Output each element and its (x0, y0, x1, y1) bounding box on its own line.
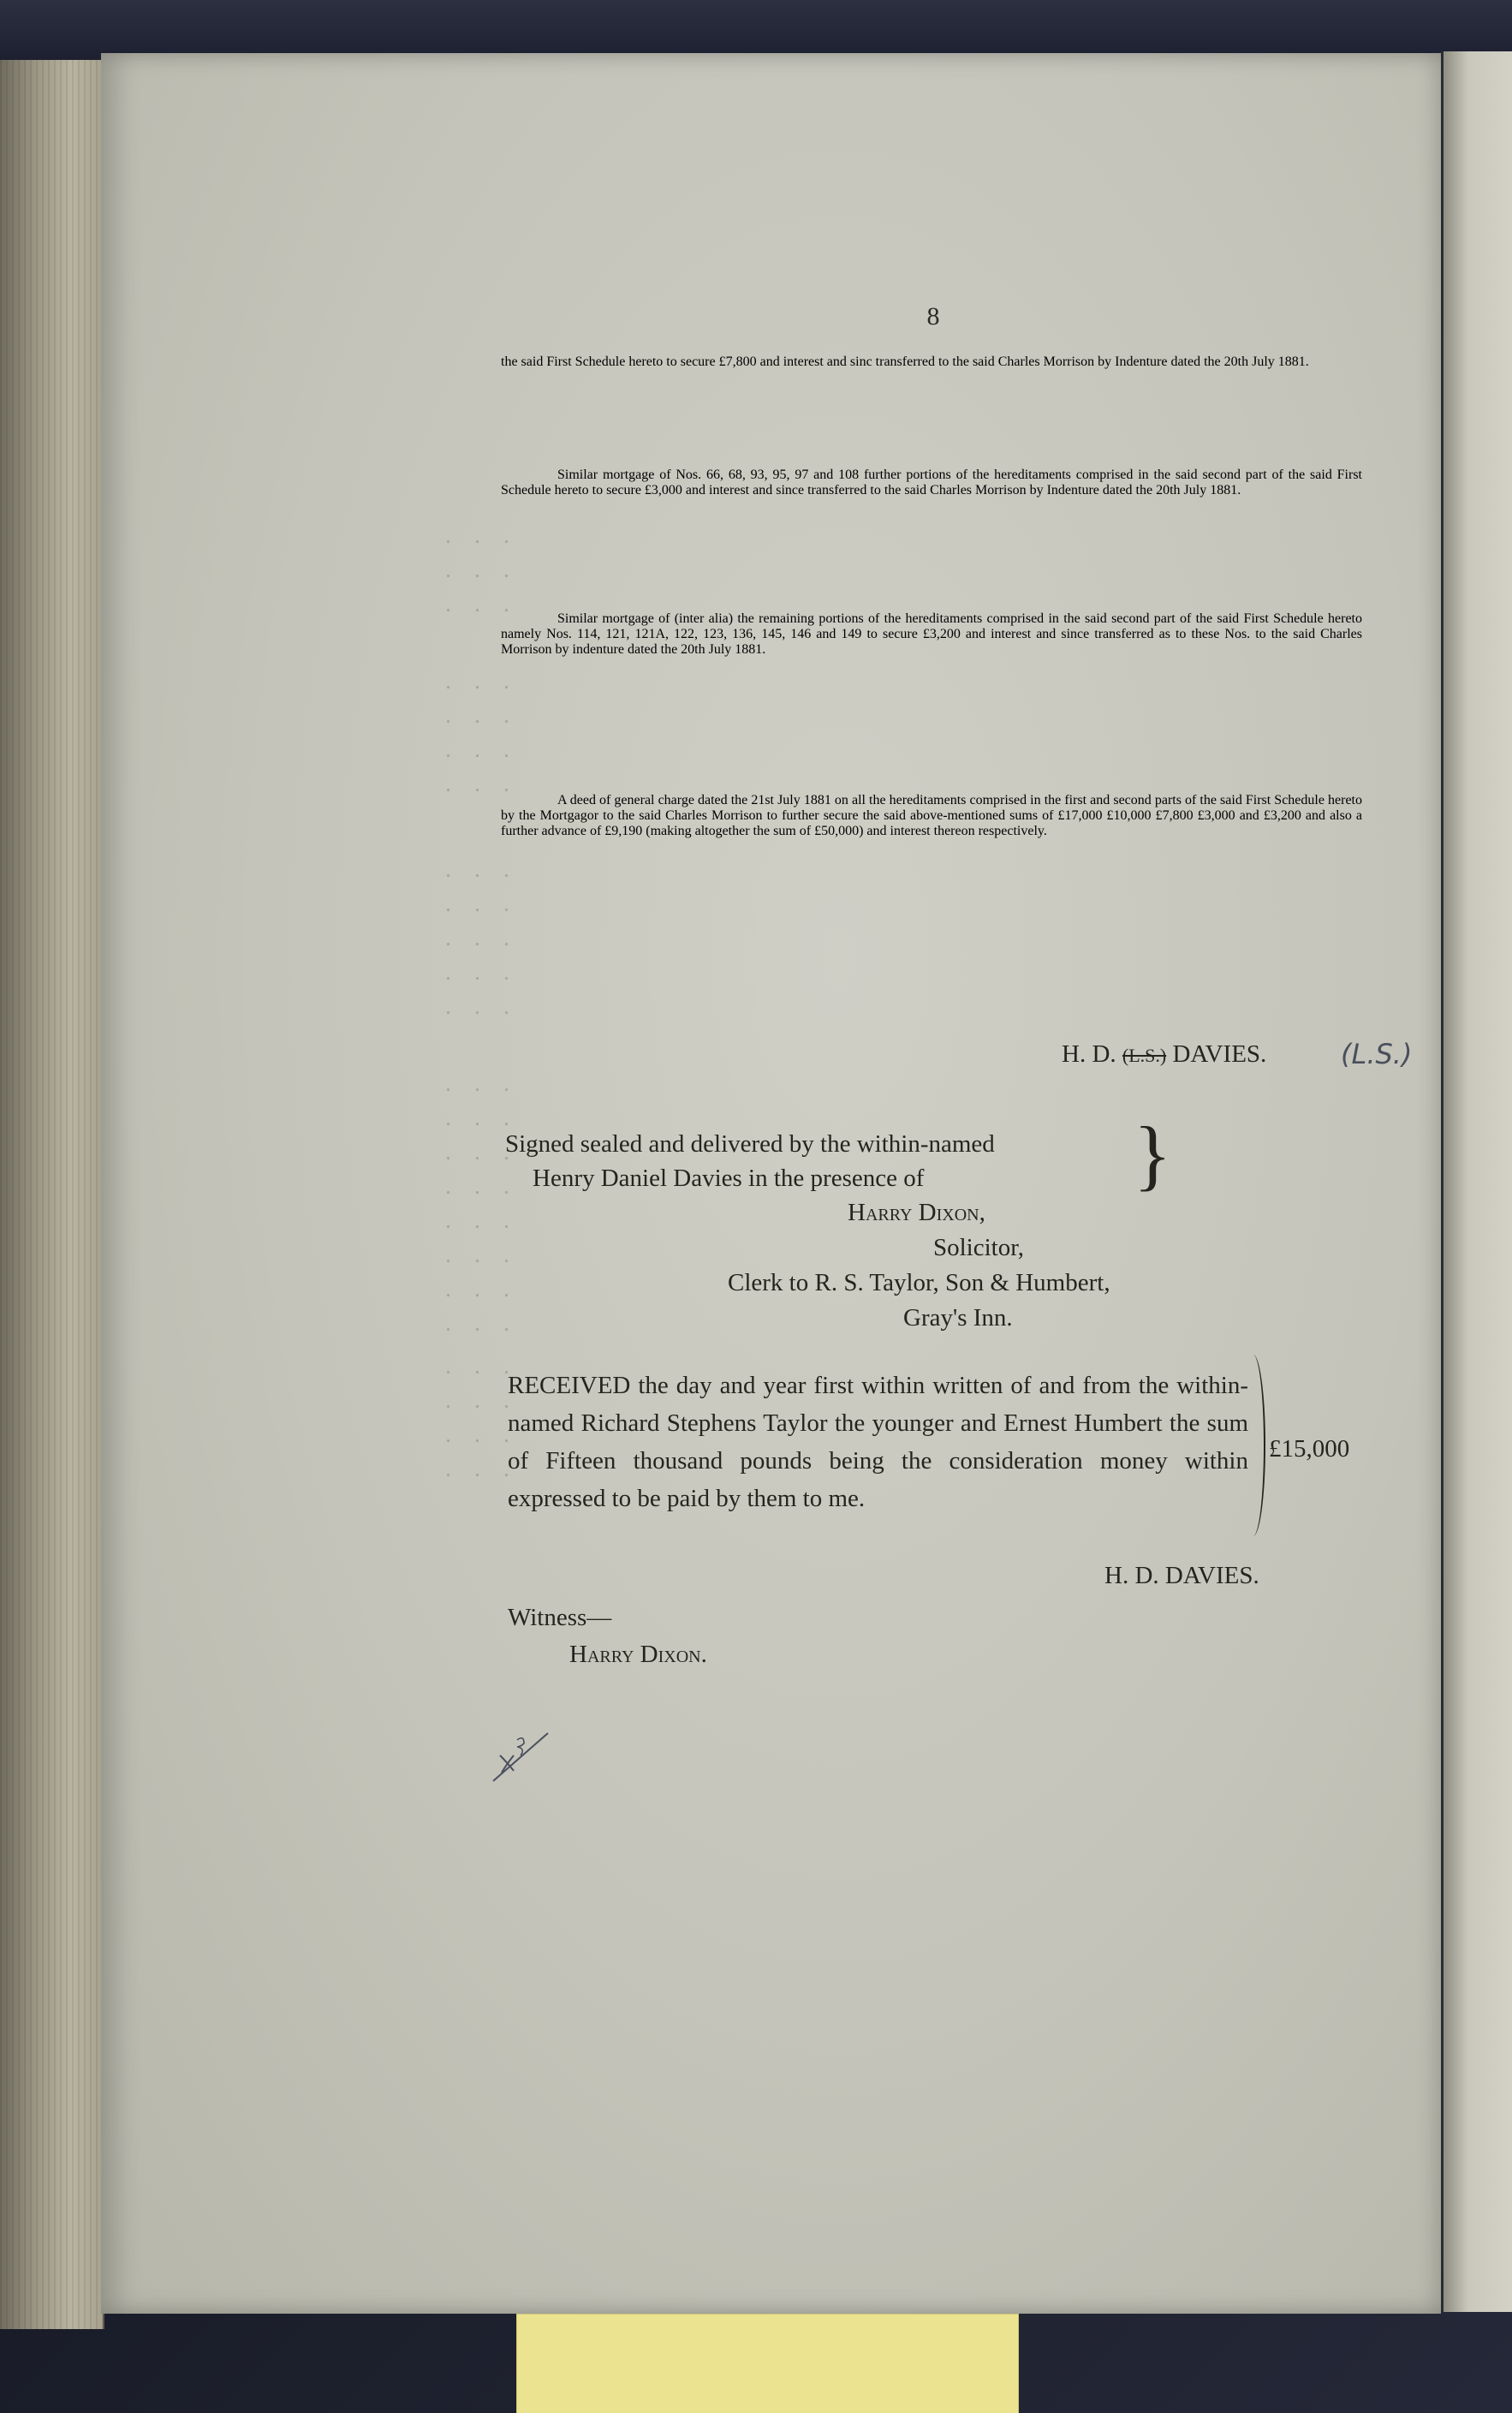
show-through-dots: . . . (445, 702, 518, 729)
show-through-dots: . . . (445, 959, 518, 986)
receipt-amount: £15,000 (1269, 1435, 1350, 1463)
pencil-mark-icon (488, 1721, 557, 1790)
show-through-dots: . . . (445, 557, 518, 583)
witness-name: Harry Dixon, (848, 1199, 985, 1226)
show-through-dots: . . . (445, 736, 518, 763)
show-through-dots: . . . (445, 1456, 518, 1482)
execution-line-2: Henry Daniel Davies in the presence of (533, 1165, 925, 1192)
witness-title: Solicitor, (933, 1234, 1024, 1261)
witness-details (728, 1195, 1207, 1336)
paragraph-mortgage-second-part: Similar mortgage of Nos. 66, 68, 93, 95, 97 and 108 further portions of the hereditaments comprised in the said second part of the said First Schedule hereto to secure £3,000 and interest and since transferred to the said Charles Morrison by Indenture dated the 20th July 1881. (501, 468, 1362, 497)
page-stack-edge (0, 60, 104, 2329)
execution-brace: } (1134, 1111, 1172, 1198)
book-cover-top (0, 0, 1512, 60)
show-through-dots: . . . (445, 1070, 518, 1097)
signature-prefix: H. D. (1062, 1040, 1116, 1068)
show-through-dots: . . . (445, 1353, 518, 1379)
witness-2-name: Harry Dixon. (569, 1641, 707, 1668)
receipt-clause: RECEIVED the day and year first within written of and from the within-named Richard Stephens Taylor the younger and Ernest Humbert the sum of Fifteen thousand pounds being the consideration money within expressed to be paid by them to me. (508, 1372, 1248, 1512)
show-through-dots: . . . (445, 925, 518, 951)
show-through-dots: . . . (445, 1276, 518, 1302)
witness-firm: Clerk to R. S. Taylor, Son & Humbert, (728, 1269, 1110, 1296)
show-through-dots: . . . (445, 1310, 518, 1337)
witness-label: Witness— (508, 1604, 612, 1631)
show-through-dots: . . . (445, 591, 518, 617)
show-through-dots: . . . (445, 522, 518, 549)
paragraph-general-charge: A deed of general charge dated the 21st July 1881 on all the hereditaments comprised in the first and second parts of the said First Schedule hereto by the Mortgagor to the said Charles Morrison to further secure the said above-mentioned sums of £17,000 £10,000 £7,800 £3,000 and £3,200 and also a further advance of £9,190 (making altogether the sum of £50,000) and interest thereon respectively. (501, 793, 1362, 838)
show-through-dots: . . . (445, 771, 518, 797)
show-through-dots: . . . (445, 1139, 518, 1165)
signature-line-1 (1062, 1040, 1266, 1069)
signature-line-2: H. D. DAVIES. (1104, 1562, 1259, 1589)
show-through-dots: . . . (445, 1105, 518, 1131)
execution-line-1: Signed sealed and delivered by the within-named (505, 1130, 995, 1158)
show-through-dots: . . . (445, 668, 518, 694)
show-through-dots: . . . (445, 891, 518, 917)
witness-place: Gray's Inn. (903, 1304, 1013, 1332)
handwritten-seal-mark: (L.S.) (1341, 1038, 1413, 1070)
facing-page-edge (1441, 51, 1512, 2312)
paragraph-mortgage-remaining-portions: Similar mortgage of (inter alia) the remaining portions of the hereditaments comprised in the said second part of the said First Schedule hereto namely Nos. 114, 121, 121A, 122, 123, 136, 145, 146 and 149 to secure £3,200 and interest and since transferred as to these Nos. to the said Charles Morrison by indenture dated the 20th July 1881. (501, 611, 1362, 657)
show-through-dots: . . . (445, 1207, 518, 1234)
show-through-dots: . . . (445, 856, 518, 883)
show-through-dots: . . . (445, 1242, 518, 1268)
show-through-dots: . . . (445, 993, 518, 1020)
struck-seal-mark: (L.S.) (1122, 1045, 1167, 1066)
paper-bookmark-tab (516, 2314, 1019, 2413)
page-number: 8 (926, 302, 940, 331)
show-through-dots: . . . (445, 1387, 518, 1414)
show-through-dots: . . . (445, 1173, 518, 1200)
signature-suffix: DAVIES. (1172, 1040, 1267, 1068)
paragraph-continuation: the said First Schedule hereto to secure £7,800 and interest and sinc transferred to the said Charles Morrison by Indenture dated the 20th July 1881. (501, 355, 1309, 369)
execution-clause (505, 1127, 995, 1195)
show-through-dots: . . . (445, 1421, 518, 1448)
